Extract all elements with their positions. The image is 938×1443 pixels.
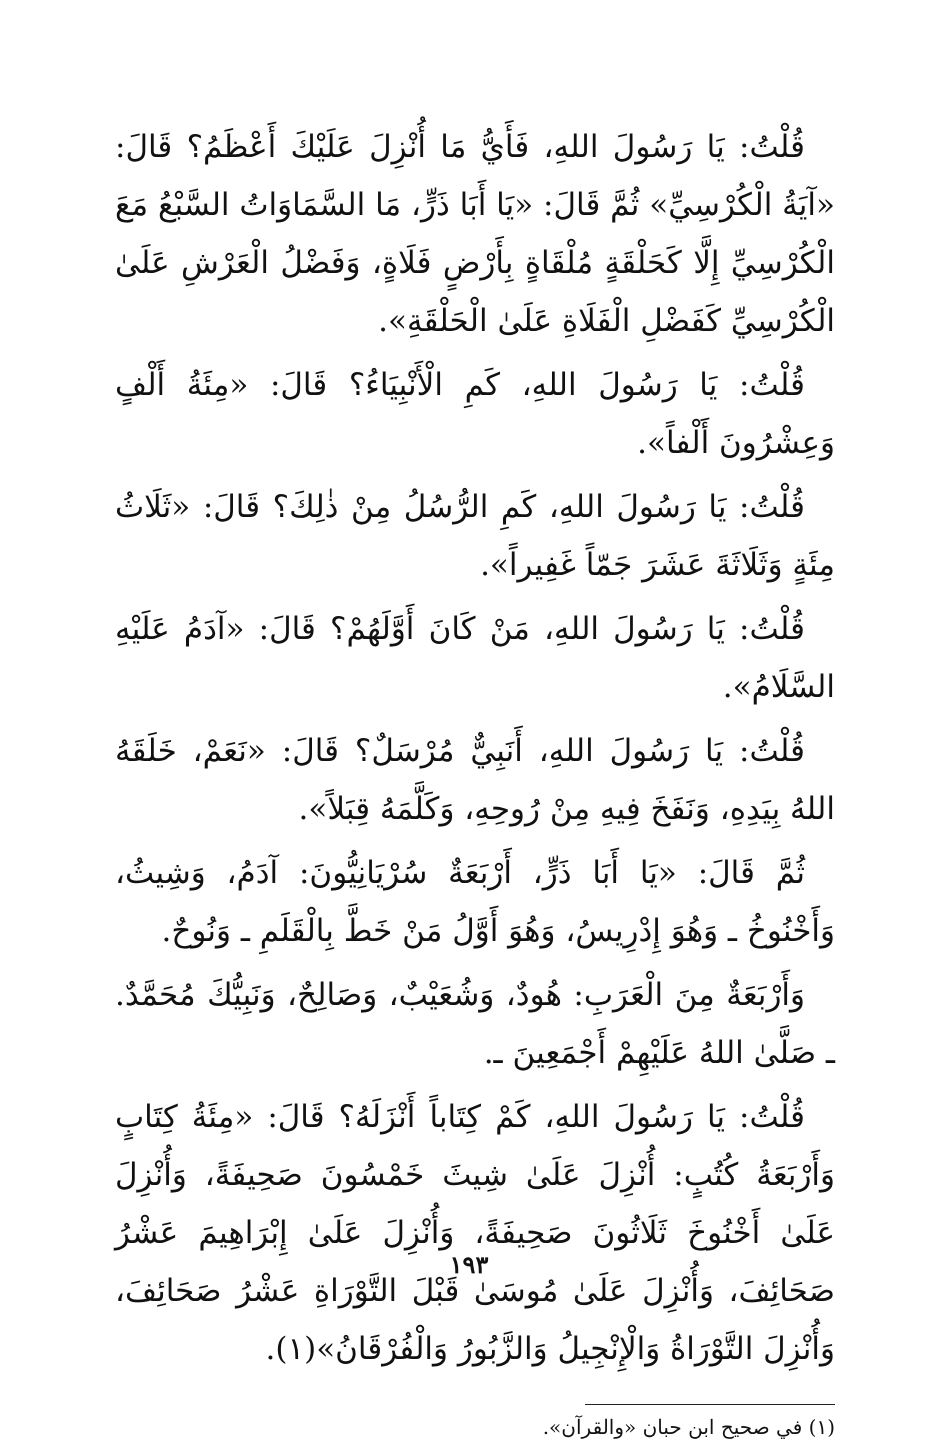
paragraph-1: قُلْتُ: يَا رَسُولَ اللهِ، فَأَيُّ مَا أُنْزِلَ عَلَيْكَ أَعْظَمُ؟ قَالَ: «آيَةُ الْكُرْسِيِّ» ثُمَّ قَالَ: «يَا أَبَا ذَرٍّ، مَا السَّمَاوَاتُ السَّبْعُ مَعَ الْكُرْسِيِّ إِلَّا كَحَلْقَةٍ مُلْقَاةٍ بِأَرْضٍ فَلَاةٍ، وَفَضْلُ الْعَرْشِ عَلَىٰ الْكُرْسِيِّ كَفَضْلِ الْفَلَاةِ عَلَىٰ الْحَلْقَةِ».: [115, 129, 835, 339]
paragraph-2: قُلْتُ: يَا رَسُولَ اللهِ، كَمِ الْأَنْبِيَاءُ؟ قَالَ: «مِئَةُ أَلْفٍ وَعِشْرُونَ أَلْفاً».: [115, 367, 835, 461]
paragraph-5: قُلْتُ: يَا رَسُولَ اللهِ، أَنَبِيٌّ مُرْسَلٌ؟ قَالَ: «نَعَمْ، خَلَقَهُ اللهُ بِيَدِهِ، وَنَفَخَ فِيهِ مِنْ رُوحِهِ، وَكَلَّمَهُ قِبَلاً».: [115, 733, 835, 827]
paragraph-3: قُلْتُ: يَا رَسُولَ اللهِ، كَمِ الرُّسُلُ مِنْ ذٰلِكَ؟ قَالَ: «ثَلَاثُ مِئَةٍ وَثَلَاثَةَ عَشَرَ جَمّاً غَفِيراً».: [115, 489, 835, 583]
page-number: ١٩٣: [449, 1250, 489, 1279]
paragraph-6: ثُمَّ قَالَ: «يَا أَبَا ذَرٍّ، أَرْبَعَةٌ سُرْيَانِيُّونَ: آدَمُ، وَشِيثُ، وَأَخْنُوخُ ـ وَهُوَ إِدْرِيسُ، وَهُوَ أَوَّلُ مَنْ خَطَّ بِالْقَلَمِ ـ وَنُوحٌ.: [115, 855, 835, 949]
paragraph-8: قُلْتُ: يَا رَسُولَ اللهِ، كَمْ كِتَاباً أَنْزَلَهُ؟ قَالَ: «مِئَةُ كِتَابٍ وَأَرْبَعَةُ كُتُبٍ: أُنْزِلَ عَلَىٰ شِيثَ خَمْسُونَ صَحِيفَةً، وَأُنْزِلَ عَلَىٰ أَخْنُوخَ ثَلَاثُونَ صَحِيفَةً، وَأُنْزِلَ عَلَىٰ إِبْرَاهِيمَ عَشْرُ صَحَائِفَ، وَأُنْزِلَ عَلَىٰ مُوسَىٰ قَبْلَ التَّوْرَاةِ عَشْرُ صَحَائِفَ، وَأُنْزِلَ التَّوْرَاةُ وَالْإِنْجِيلُ وَالزَّبُورُ وَالْفُرْقَانُ»(١).: [115, 1099, 835, 1367]
paragraph-7: وَأَرْبَعَةٌ مِنَ الْعَرَبِ: هُودٌ، وَشُعَيْبٌ، وَصَالِحٌ، وَنَبِيُّكَ مُحَمَّدٌ. ـ صَلَّىٰ اللهُ عَلَيْهِمْ أَجْمَعِينَ ـ.: [115, 977, 835, 1071]
paragraph-4: قُلْتُ: يَا رَسُولَ اللهِ، مَنْ كَانَ أَوَّلَهُمْ؟ قَالَ: «آدَمُ عَلَيْهِ السَّلَامُ».: [115, 611, 835, 705]
page-body: [115, 118, 835, 1443]
footnote-divider: [585, 1404, 835, 1405]
footnote: (١) في صحيح ابن حبان «والقرآن».: [542, 1415, 835, 1439]
